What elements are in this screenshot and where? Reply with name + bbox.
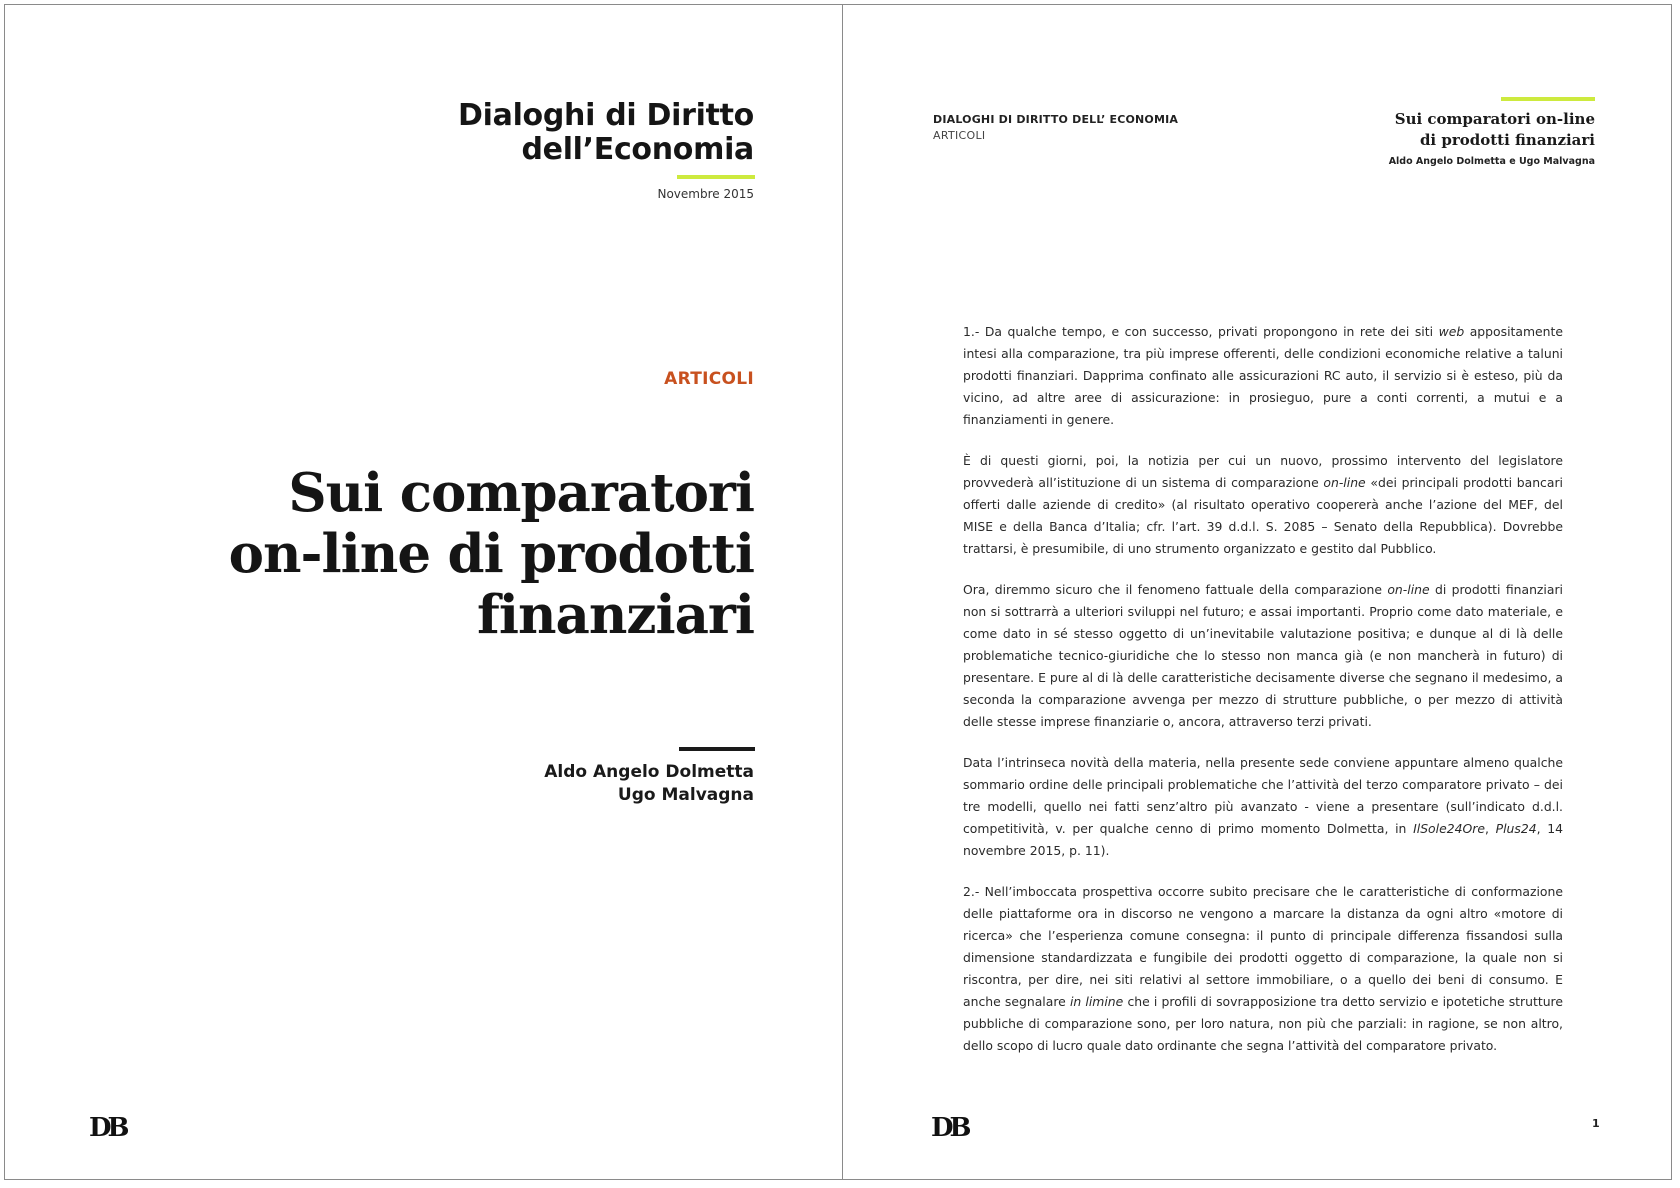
- text-run: Ora, diremmo sicuro che il fenomeno fattuale della comparazione: [963, 582, 1388, 597]
- article-title: [154, 463, 754, 646]
- italic-term: in limine: [1069, 994, 1124, 1009]
- body-paragraph: [963, 321, 1563, 431]
- text-run: «dei principali prodotti bancari offerti dalle aziende di credito» (al risultato operativo coopererà anche l’azione del MEF, del MISE e della Banca d’Italia; cfr. l’art. 39 d.d.l. S. 2085 – Senato della Repubblica). Dovrebbe trattarsi, è presumibile, di uno strumento organizzato e gestito dal Pubblico.: [963, 475, 1563, 556]
- italic-term: Plus24: [1495, 821, 1537, 836]
- text-run: che i profili di sovrapposizione tra detto servizio e ipotetiche strutture pubbliche di comparazione sono, per loro natura, non più che parziali: in ragione, se non altro, dello scopo di lucro quale dato ordinante che segna l’attività del comparatore privato.: [963, 994, 1564, 1053]
- italic-term: web: [1438, 324, 1465, 339]
- running-header-journal: DIALOGHI DI DIRITTO DELL’ ECONOMIA: [933, 113, 1179, 126]
- italic-term: IlSole24Ore: [1413, 821, 1485, 836]
- cover-page: [5, 5, 843, 1179]
- body-paragraph: [963, 450, 1563, 560]
- author-divider: [679, 747, 755, 751]
- text-run: È di questi giorni, poi, la notizia per cui un nuovo, prossimo intervento del legislatore provvederà all’istituzione di un sistema di comparazione: [963, 453, 1563, 490]
- author-name: Ugo Malvagna: [617, 785, 754, 805]
- running-header-title: [1395, 109, 1595, 151]
- body-paragraph: [963, 752, 1563, 862]
- author-name: Aldo Angelo Dolmetta: [544, 762, 754, 782]
- text-run: appositamente intesi alla comparazione, tra più imprese offerenti, delle condizioni economiche relative a taluni prodotti finanziari. Dapprima confinato alle assicurazioni RC auto, il servizio si è esteso, più da vicino, ad altre aree di assicurazione: in prosieguo, pure a conti correnti, a mutui e a finanziamenti in genere.: [963, 324, 1563, 427]
- document-spread: [4, 4, 1672, 1180]
- article-body: [963, 321, 1563, 1076]
- article-title-line: on-line di prodotti: [228, 523, 754, 585]
- article-title-line: finanziari: [477, 584, 754, 646]
- journal-title-line: Dialoghi di Diritto: [458, 98, 754, 133]
- page-number: 1: [1592, 1117, 1600, 1130]
- text-run: Data l’intrinseca novità della materia, nella presente sede conviene appuntare almeno qualche sommario ordine delle principali problematiche che l’attività del terzo comparatore privato – dei tre modelli, quello nei fatti senz’altro più avanzato - viene a presentare (sull’indicato d.d.l. competitività, v. per qualche cenno di primo momento Dolmetta, in: [963, 755, 1563, 836]
- text-run: di prodotti finanziari non si sottrarrà a ulteriori sviluppi nel futuro; e assai importanti. Proprio come dato materiale, e come dato in sé stesso oggetto di un’inevitabile valutazione positiva; e dunque al di là delle problematiche tecnico-giuridiche che lo stesso non manca già (e non mancherà in futuro) di presentare. E pure al di là delle caratteristiche decisamente diverse che segnano il medesimo, a seconda la comparazione avvenga per mezzo di strutture pubbliche, o per mezzo di attività delle stesse imprese finanziarie o, ancora, attraverso terzi privati.: [963, 582, 1563, 729]
- text-run: 1.- Da qualche tempo, e con successo, privati propongono in rete dei siti: [963, 324, 1439, 339]
- running-header-title-line: Sui comparatori on-line: [1394, 110, 1595, 128]
- accent-divider: [1501, 97, 1595, 101]
- article-page: [843, 5, 1671, 1179]
- running-header-section: ARTICOLI: [933, 129, 986, 142]
- issue-date: Novembre 2015: [657, 187, 754, 201]
- author-list: [544, 761, 754, 807]
- body-paragraph: [963, 579, 1563, 733]
- section-label: ARTICOLI: [664, 369, 754, 389]
- running-header-authors: Aldo Angelo Dolmetta e Ugo Malvagna: [1388, 156, 1595, 167]
- journal-title: [458, 99, 754, 167]
- text-run: 2.- Nell’imboccata prospettiva occorre subito precisare che le caratteristiche di conformazione delle piattaforme ora in discorso ne vengono a marcare la distanza da ogni altro «motore di ricerca» che l’esperienza comune consegna: il punto di principale differenza fissandosi sulla dimensione standardizzata e fungibile dei prodotti oggetto di comparazione, la quale non si riscontra, per dire, nei siti relativi al settore immobiliare, o a quello dei beni di consumo. E anche segnalare: [963, 884, 1563, 1009]
- italic-term: on-line: [1387, 582, 1430, 597]
- article-title-line: Sui comparatori: [288, 462, 754, 524]
- journal-title-line: dell’Economia: [521, 132, 754, 167]
- text-run: ,: [1484, 821, 1496, 836]
- running-header-title-line: di prodotti finanziari: [1419, 131, 1595, 149]
- italic-term: on-line: [1323, 475, 1366, 490]
- body-paragraph: [963, 881, 1563, 1057]
- publisher-logo: DB: [89, 1113, 126, 1143]
- text-run: , 14 novembre 2015, p. 11).: [963, 821, 1563, 858]
- publisher-logo: DB: [931, 1113, 968, 1143]
- accent-divider: [677, 175, 755, 179]
